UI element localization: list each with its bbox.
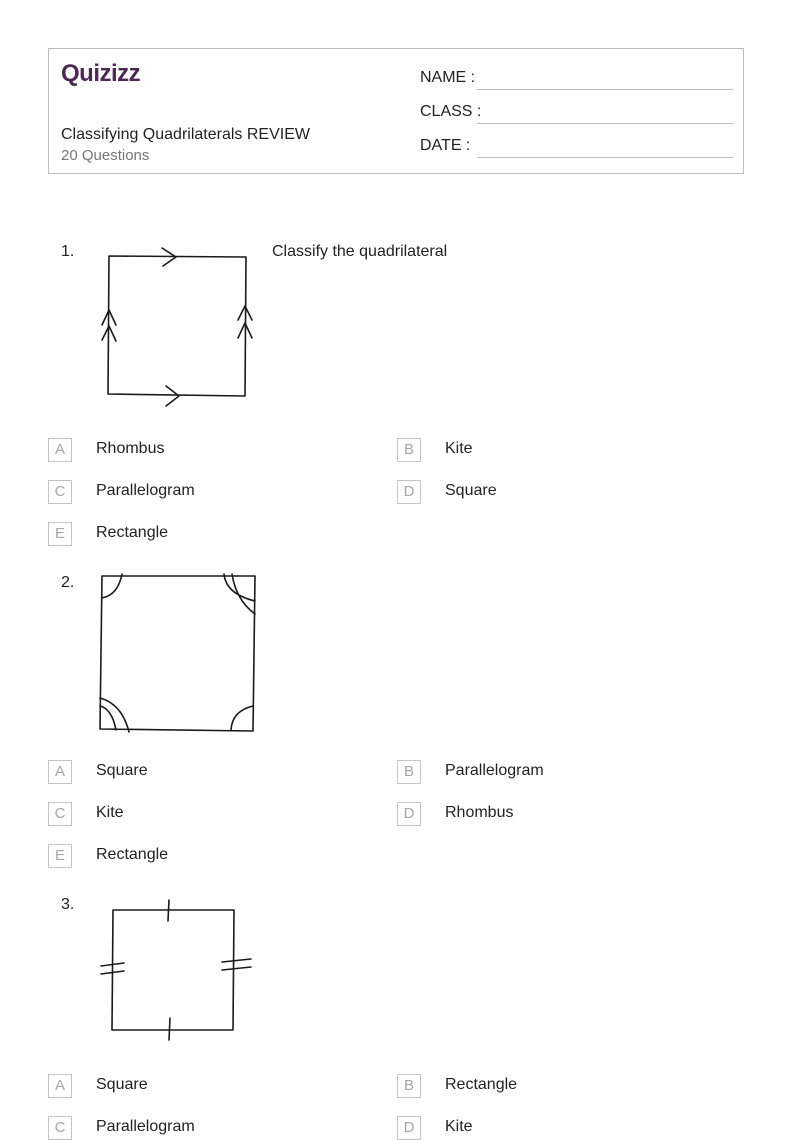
option-letter: B <box>397 760 421 784</box>
option-text: Rhombus <box>445 804 514 821</box>
option-text: Parallelogram <box>96 482 195 499</box>
option-letter: D <box>397 480 421 504</box>
svg-text:Quizizz: Quizizz <box>61 60 141 87</box>
date-field[interactable] <box>477 157 733 158</box>
option-text: Kite <box>445 440 473 457</box>
option-text: Kite <box>445 1118 473 1135</box>
option-letter: D <box>397 1116 421 1140</box>
quadrilateral-parallel-marks-icon <box>96 244 260 410</box>
option-letter: B <box>397 1074 421 1098</box>
option-letter: D <box>397 802 421 826</box>
quizizz-logo <box>61 59 153 87</box>
option-letter: B <box>397 438 421 462</box>
option-letter: C <box>48 1116 72 1140</box>
option-text: Square <box>445 482 497 499</box>
question-number: 3. <box>61 896 75 913</box>
name-field[interactable] <box>477 89 733 90</box>
option-text: Rectangle <box>445 1076 518 1093</box>
option-letter: A <box>48 760 72 784</box>
option-text: Rectangle <box>96 524 169 541</box>
date-label: DATE : <box>420 137 471 154</box>
option-letter: C <box>48 802 72 826</box>
option-text: Square <box>96 762 148 779</box>
option-text: Kite <box>96 804 124 821</box>
quadrilateral-angle-marks-icon <box>94 568 262 738</box>
question-count: 20 Questions <box>61 147 150 164</box>
option-text: Square <box>96 1076 148 1093</box>
class-label: CLASS : <box>420 103 482 120</box>
name-label: NAME : <box>420 69 476 86</box>
option-text: Parallelogram <box>96 1118 195 1135</box>
option-letter: E <box>48 522 72 546</box>
option-letter: A <box>48 438 72 462</box>
option-text: Rhombus <box>96 440 165 457</box>
question-text: Classify the quadrilateral <box>272 243 448 260</box>
option-text: Parallelogram <box>445 762 544 779</box>
worksheet-header <box>48 48 744 174</box>
quadrilateral-tick-marks-icon <box>98 896 258 1046</box>
question-number: 1. <box>61 243 75 260</box>
option-letter: C <box>48 480 72 504</box>
question-number: 2. <box>61 574 75 591</box>
option-letter: A <box>48 1074 72 1098</box>
option-letter: E <box>48 844 72 868</box>
worksheet-title: Classifying Quadrilaterals REVIEW <box>61 126 310 143</box>
class-field[interactable] <box>477 123 733 124</box>
option-text: Rectangle <box>96 846 169 863</box>
